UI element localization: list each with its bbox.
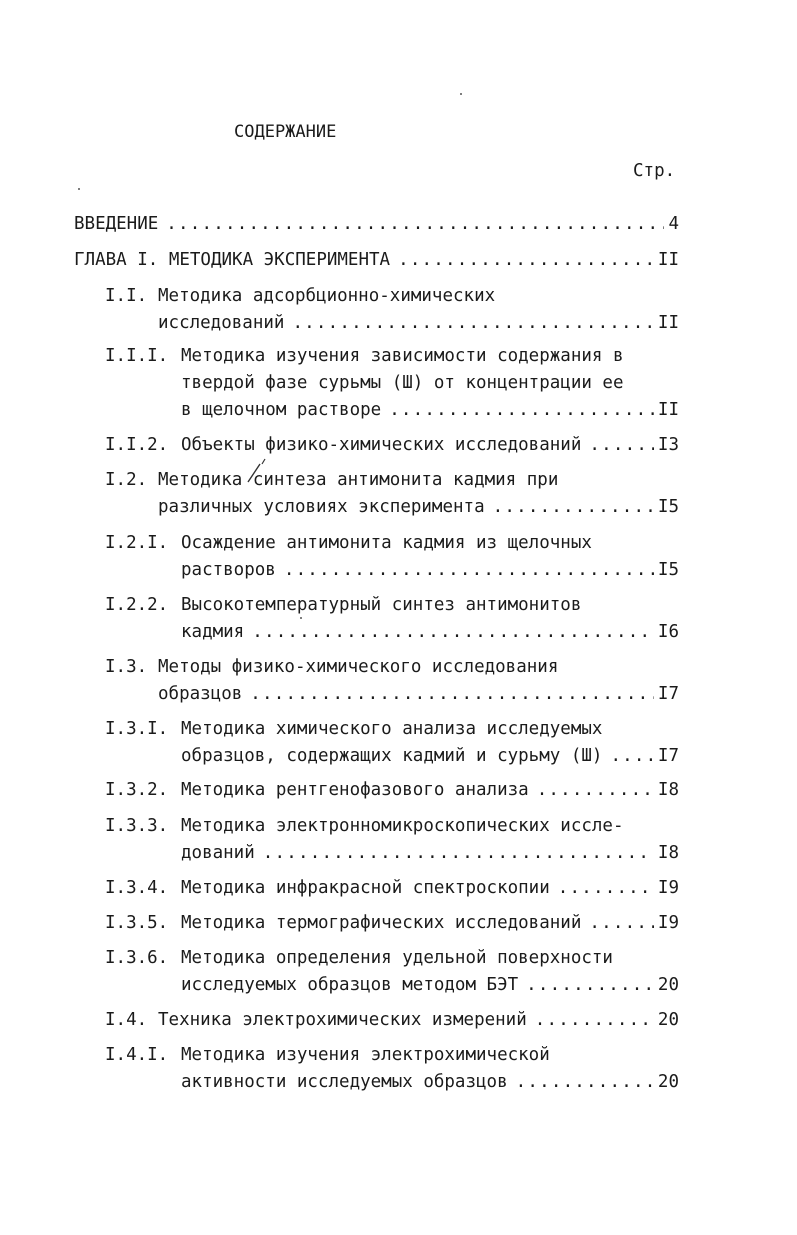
pen-mark [246,458,276,488]
dot-leader [493,494,654,520]
toc-page-number: II [657,250,679,270]
toc-page-number: I5 [657,560,679,580]
toc-page-number: I5 [657,497,679,517]
toc-page-number: I6 [657,622,679,642]
toc-entry-text: в щелочном растворе [181,400,382,420]
dot-leader [589,432,654,458]
toc-page-number: I8 [657,780,679,800]
dot-leader [166,211,664,237]
toc-entry-number: I.3.I. [105,719,169,739]
toc-entry-number: I.3.6. [105,948,169,968]
toc-entry-number: I.I.I. [105,346,169,366]
toc-entry-leader-row [181,397,679,423]
toc-entry-text: дований [181,843,255,863]
toc-entry-text: Методика рентгенофазового анализа [181,780,529,800]
toc-page-number: I9 [657,878,679,898]
scan-speck [300,617,302,619]
toc-entry-text: Методика определения удельной поверхности [181,948,613,968]
toc-entry-leader-row [181,432,679,458]
dot-leader [535,1007,654,1033]
toc-entry-leader-row [74,211,679,237]
toc-page-number: II [657,313,679,333]
toc-page-number: 4 [668,214,679,234]
toc-page-number: 20 [657,975,679,995]
toc-page-number: I9 [657,913,679,933]
toc-entry-text: Методика адсорбционно-химических [158,286,496,306]
toc-entry-text: Методика термографических исследований [181,913,582,933]
toc-entry-number: I.3.3. [105,816,169,836]
toc-entry-text: активности исследуемых образцов [181,1072,508,1092]
dot-leader [589,910,654,936]
toc-entry-text: Техника электрохимических измерений [158,1010,527,1030]
toc-entry-number: I.I. [105,286,148,306]
toc-entry-leader-row [181,1069,679,1095]
toc-entry-text: Методы физико-химического исследования [158,657,559,677]
toc-entry-number: I.I.2. [105,435,169,455]
toc-page-number: I3 [657,435,679,455]
toc-entry-leader-row [158,681,679,707]
toc-entry-leader-row [181,910,679,936]
toc-entry-text: твердой фазе сурьмы (Ш) от концентрации ее [181,373,624,393]
toc-entry-text: образцов [158,684,243,704]
toc-entry-text: ГЛАВА I. МЕТОДИКА ЭКСПЕРИМЕНТА [74,250,391,270]
toc-page-number: I8 [657,843,679,863]
toc-page-number: 20 [657,1010,679,1030]
toc-entry-text: Методика инфракрасной спектроскопии [181,878,550,898]
toc-entry-text: образцов, содержащих кадмий и сурьму (Ш) [181,746,603,766]
toc-entry-number: I.3. [105,657,148,677]
dot-leader [252,619,654,645]
toc-entry-text: Методика изучения зависимости содержания в [181,346,624,366]
toc-entry-text: исследуемых образцов методом БЭТ [181,975,519,995]
toc-entry-leader-row [181,777,679,803]
toc-entry-leader-row [181,972,679,998]
toc-entry-number: I.3.4. [105,878,169,898]
page-title: СОДЕРЖАНИЕ [234,122,337,142]
dot-leader [610,743,653,769]
toc-entry-leader-row [181,875,679,901]
dot-leader [250,681,654,707]
toc-entry-text: растворов [181,560,276,580]
toc-entry-text: различных условиях эксперимента [158,497,485,517]
toc-entry-number: I.2. [105,470,148,490]
toc-entry-number: I.4.I. [105,1045,169,1065]
toc-entry-leader-row [74,247,679,273]
dot-leader [389,397,654,423]
toc-entry-leader-row [181,840,679,866]
dot-leader [398,247,654,273]
toc-entry-text: Методика электронномикроскопических иссле- [181,816,624,836]
dot-leader [284,557,654,583]
toc-entry-text: Методика синтеза антимонита кадмия при [158,470,559,490]
toc-entry-number: I.2.I. [105,533,169,553]
scan-speck [460,93,462,95]
toc-entry-text: Методика изучения электрохимической [181,1045,550,1065]
toc-page-number: I7 [657,684,679,704]
dot-leader [263,840,654,866]
toc-page-number: 20 [657,1072,679,1092]
toc-entry-text: Высокотемпературный синтез антимонитов [181,595,582,615]
toc-page-number: I7 [657,746,679,766]
toc-entry-number: I.3.5. [105,913,169,933]
toc-entry-text: Объекты физико-химических исследований [181,435,582,455]
toc-entry-number: I.4. [105,1010,148,1030]
toc-entry-leader-row [158,494,679,520]
toc-entry-leader-row [158,310,679,336]
toc-entry-text: Осаждение антимонита кадмия из щелочных [181,533,592,553]
toc-entry-text: исследований [158,313,285,333]
toc-entry-text: ВВЕДЕНИЕ [74,214,159,234]
page-column-label: Стр. [633,161,676,181]
toc-page-number: II [657,400,679,420]
scan-speck [78,188,80,190]
dot-leader [526,972,654,998]
dot-leader [537,777,654,803]
toc-entry-leader-row [181,619,679,645]
toc-entry-leader-row [181,557,679,583]
dot-leader [516,1069,654,1095]
toc-entry-text: Методика химического анализа исследуемых [181,719,603,739]
dot-leader [558,875,654,901]
dot-leader [292,310,653,336]
toc-entry-number: I.2.2. [105,595,169,615]
toc-entry-leader-row [181,743,679,769]
toc-entry-text: кадмия [181,622,245,642]
toc-entry-number: I.3.2. [105,780,169,800]
toc-entry-leader-row [158,1007,679,1033]
